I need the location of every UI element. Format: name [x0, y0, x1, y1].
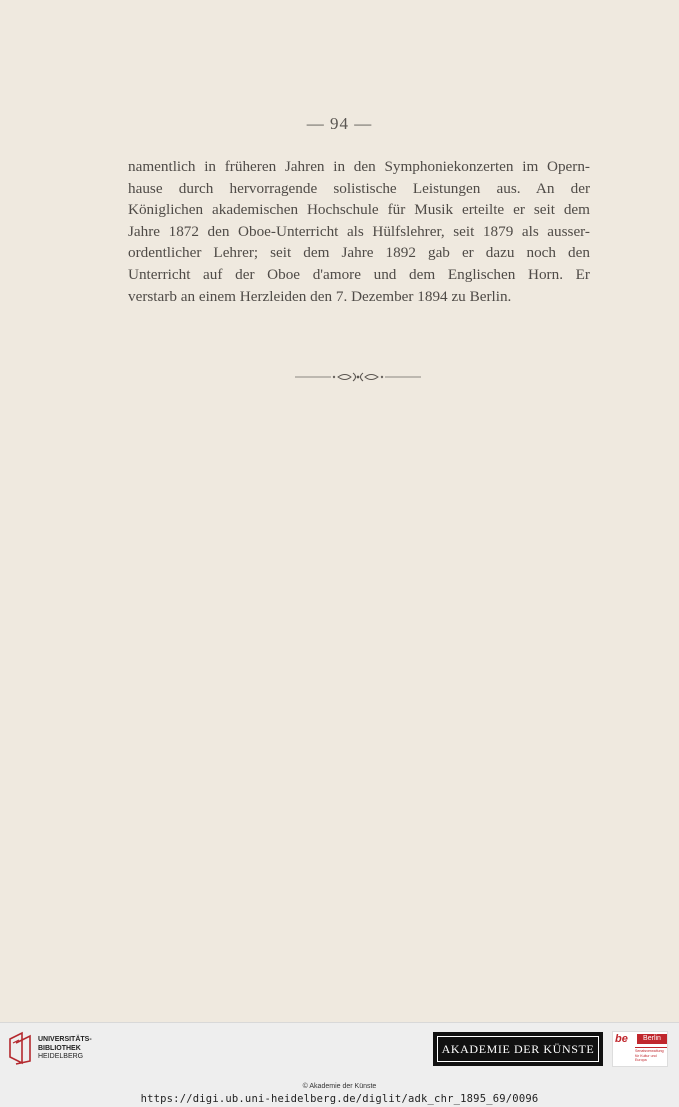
- body-text: [128, 156, 590, 307]
- text-line: Jahre 1872 den Oboe-Unterricht als Hülfslehrer, seit 1879 als ausser-: [128, 222, 590, 240]
- berlin-sub-line: für Kultur und Europa: [635, 1053, 657, 1062]
- copyright-notice: © Akademie der Künste: [302, 1083, 377, 1090]
- berlin-senate-logo[interactable]: [612, 1031, 668, 1067]
- library-name-line: HEIDELBERG: [38, 1053, 84, 1060]
- berlin-subtitle: [635, 1047, 667, 1063]
- viewer-footer: [0, 1022, 679, 1107]
- page-number: — 94 —: [306, 114, 373, 133]
- be-berlin-mark: be: [615, 1033, 628, 1045]
- text-line: verstarb an einem Herzleiden den 7. Dezember 1894 zu Berlin.: [128, 287, 512, 305]
- text-line: hause durch hervorragende solistische Leistungen aus. An der: [128, 179, 590, 197]
- ornament-divider-icon: [295, 370, 421, 384]
- berlin-sub-line: Senatsverwaltung: [635, 1049, 664, 1053]
- library-name-line: UNIVERSITÄTS-: [38, 1036, 92, 1043]
- permalink-url[interactable]: https://digi.ub.uni-heidelberg.de/diglit/adk_chr_1895_69/0096: [140, 1093, 539, 1105]
- text-line: Unterricht auf der Oboe d'amore und dem Englischen Horn. Er: [128, 265, 590, 283]
- library-logo-icon: [8, 1031, 34, 1065]
- library-name-line: BIBLIOTHEK: [38, 1044, 81, 1052]
- text-line: namentlich in früheren Jahren in den Symphoniekonzerten im Opern-: [128, 158, 590, 175]
- university-library-logo[interactable]: [8, 1031, 98, 1065]
- berlin-tag: Berlin: [637, 1034, 667, 1044]
- academy-label: AKADEMIE DER KÜNSTE: [437, 1036, 599, 1062]
- academy-logo[interactable]: [433, 1032, 603, 1066]
- text-line: Königlichen akademischen Hochschule für Musik erteilte er seit dem: [128, 201, 590, 219]
- text-line: ordentlicher Lehrer; seit dem Jahre 1892 gab er dazu noch den: [128, 244, 590, 262]
